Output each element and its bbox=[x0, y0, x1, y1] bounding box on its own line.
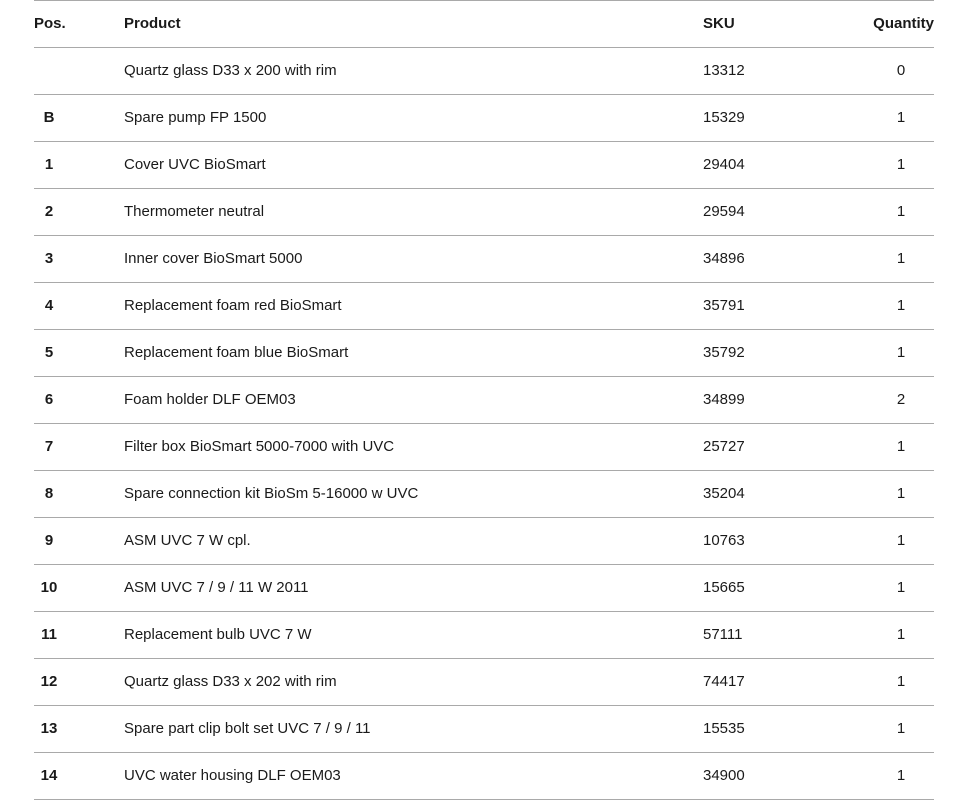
row-sku: 25727 bbox=[703, 438, 745, 455]
row-pos: 11 bbox=[41, 626, 57, 643]
row-quantity: 1 bbox=[896, 767, 906, 784]
row-sku: 35204 bbox=[703, 485, 745, 502]
row-sku: 34896 bbox=[703, 250, 745, 267]
table-row bbox=[34, 377, 934, 424]
row-quantity: 1 bbox=[896, 485, 906, 502]
row-product: Replacement foam blue BioSmart bbox=[124, 344, 349, 361]
row-product: Filter box BioSmart 5000-7000 with UVC bbox=[124, 438, 395, 455]
header-product: Product bbox=[124, 15, 181, 32]
row-pos: 13 bbox=[40, 720, 58, 737]
row-pos: 8 bbox=[44, 485, 54, 502]
row-quantity: 1 bbox=[896, 109, 906, 126]
table-row bbox=[34, 283, 934, 330]
row-quantity: 1 bbox=[896, 344, 906, 361]
row-quantity: 1 bbox=[896, 532, 906, 549]
row-pos: 2 bbox=[44, 203, 54, 220]
table-row bbox=[34, 424, 934, 471]
row-sku: 29594 bbox=[703, 203, 745, 220]
row-sku: 34899 bbox=[703, 391, 745, 408]
row-quantity: 1 bbox=[896, 297, 906, 314]
table-body bbox=[34, 48, 934, 800]
row-product: Inner cover BioSmart 5000 bbox=[124, 250, 303, 267]
row-product: Quartz glass D33 x 202 with rim bbox=[124, 673, 337, 690]
row-sku: 15665 bbox=[703, 579, 745, 596]
table-row bbox=[34, 236, 934, 283]
row-product: Spare pump FP 1500 bbox=[124, 109, 267, 126]
row-sku: 10763 bbox=[703, 532, 745, 549]
header-pos: Pos. bbox=[34, 15, 66, 32]
table-row bbox=[34, 48, 934, 95]
header-quantity: Quantity bbox=[873, 15, 934, 32]
row-quantity: 1 bbox=[896, 438, 906, 455]
row-quantity: 1 bbox=[896, 626, 906, 643]
row-pos: 3 bbox=[44, 250, 54, 267]
row-sku: 29404 bbox=[703, 156, 745, 173]
row-sku: 15535 bbox=[703, 720, 745, 737]
row-pos: 5 bbox=[44, 344, 54, 361]
table-row bbox=[34, 189, 934, 236]
row-quantity: 1 bbox=[896, 720, 906, 737]
row-sku: 74417 bbox=[703, 673, 745, 690]
row-product: Spare connection kit BioSm 5-16000 w UVC bbox=[124, 485, 419, 502]
row-sku: 57111 bbox=[703, 626, 743, 643]
row-product: Foam holder DLF OEM03 bbox=[124, 391, 296, 408]
parts-table bbox=[34, 0, 934, 800]
table-row bbox=[34, 612, 934, 659]
row-pos: 4 bbox=[44, 297, 54, 314]
row-quantity: 1 bbox=[896, 579, 906, 596]
table-row bbox=[34, 471, 934, 518]
row-product: Spare part clip bolt set UVC 7 / 9 / 11 bbox=[124, 720, 371, 737]
table-row bbox=[34, 142, 934, 189]
row-pos: 6 bbox=[44, 391, 54, 408]
table-row bbox=[34, 95, 934, 142]
table-row bbox=[34, 565, 934, 612]
row-product: Thermometer neutral bbox=[124, 203, 265, 220]
table-row bbox=[34, 659, 934, 706]
row-product: Replacement foam red BioSmart bbox=[124, 297, 342, 314]
row-pos: 1 bbox=[44, 156, 54, 173]
row-sku: 13312 bbox=[703, 62, 745, 79]
table-row bbox=[34, 518, 934, 565]
table-row bbox=[34, 330, 934, 377]
row-sku: 15329 bbox=[703, 109, 745, 126]
row-quantity: 1 bbox=[896, 673, 906, 690]
row-quantity: 1 bbox=[896, 203, 906, 220]
row-quantity: 1 bbox=[896, 156, 906, 173]
header-sku: SKU bbox=[703, 15, 735, 32]
table-row bbox=[34, 706, 934, 753]
row-product: ASM UVC 7 W cpl. bbox=[124, 532, 251, 549]
row-pos: 10 bbox=[40, 579, 58, 596]
table-row bbox=[34, 753, 934, 800]
row-quantity: 1 bbox=[896, 250, 906, 267]
row-pos: 12 bbox=[40, 673, 58, 690]
row-pos: 14 bbox=[40, 767, 58, 784]
row-sku: 35791 bbox=[703, 297, 745, 314]
row-product: Quartz glass D33 x 200 with rim bbox=[124, 62, 337, 79]
row-product: UVC water housing DLF OEM03 bbox=[124, 767, 341, 784]
row-sku: 35792 bbox=[703, 344, 745, 361]
row-pos: 7 bbox=[44, 438, 54, 455]
row-sku: 34900 bbox=[703, 767, 745, 784]
row-product: Cover UVC BioSmart bbox=[124, 156, 266, 173]
row-quantity: 2 bbox=[896, 391, 906, 408]
row-product: Replacement bulb UVC 7 W bbox=[124, 626, 312, 643]
row-quantity: 0 bbox=[896, 62, 906, 79]
table-header-row bbox=[34, 0, 934, 48]
row-pos: B bbox=[43, 109, 55, 126]
row-pos: 9 bbox=[44, 532, 54, 549]
row-product: ASM UVC 7 / 9 / 11 W 2011 bbox=[124, 579, 309, 596]
